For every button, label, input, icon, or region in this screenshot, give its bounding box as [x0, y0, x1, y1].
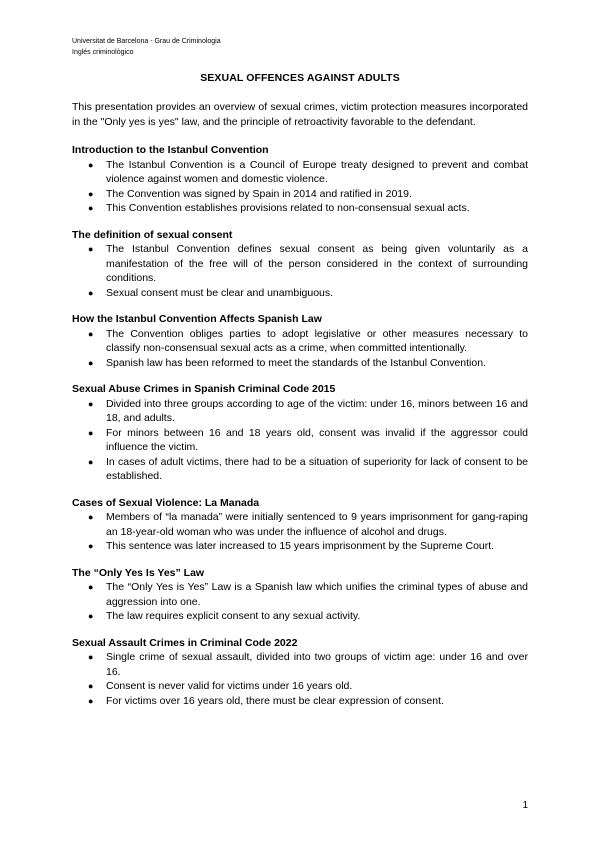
list-item: ● Consent is never valid for victims under 16 years old.	[88, 680, 353, 692]
list-item: ● In cases of adult victims, there had to be a situation of superiority for lack of consent to be established.	[88, 455, 528, 482]
header-line-1: Universitat de Barcelona - Grau de Criminologia	[72, 38, 221, 45]
list-item: ● Single crime of sexual assault, divided into two groups of victim age: under 16 and over 16.	[88, 651, 528, 678]
page-number: 1	[522, 800, 528, 811]
bullet-icon: ●	[88, 398, 94, 409]
bullet-icon: ●	[88, 328, 94, 339]
list-item: ● The Istanbul Convention is a Council of Europe treaty designed to prevent and combat violence against women and domestic violence.	[88, 158, 528, 185]
bullet-icon: ●	[88, 512, 94, 522]
bullet-list	[72, 327, 528, 371]
bullet-list	[72, 242, 528, 300]
list-item: ● Sexual consent must be clear and unambiguous.	[88, 286, 334, 299]
intro-paragraph: This presentation provides an overview of sexual crimes, victim protection measures incorporated in the "Only yes is yes" law, and the principle of retroactivity favorable to the defendant.	[72, 101, 528, 128]
bullet-icon: ●	[88, 456, 94, 467]
list-item: ● Spanish law has been reformed to meet the standards of the Istanbul Convention.	[88, 356, 486, 369]
bullet-icon: ●	[88, 188, 94, 199]
list-item: ● Members of “la manada” were initially sentenced to 9 years imprisonment for gang-raping an 18-year-old woman who was under the influence of alcohol and drugs.	[88, 511, 528, 538]
bullet-icon: ●	[88, 244, 94, 254]
section-heading: The definition of sexual consent	[72, 228, 233, 241]
list-item: ● The law requires explicit consent to any sexual activity.	[88, 610, 361, 622]
document-body	[72, 100, 528, 720]
list-item: ● Divided into three groups according to age of the victim: under 16, minors between 16 and 18, and adults.	[88, 397, 528, 424]
section-only-yes-law	[72, 566, 528, 624]
list-item: ● The Convention was signed by Spain in 2014 and ratified in 2019.	[88, 187, 412, 200]
bullet-icon: ●	[88, 652, 94, 662]
page-header	[72, 36, 221, 58]
list-item: ● The Istanbul Convention defines sexual consent as being given voluntarily as a manifestation of the free will of the person considered in the context of surrounding conditions.	[88, 243, 528, 284]
list-item: ● This Convention establishes provisions related to non-consensual sexual acts.	[88, 202, 470, 214]
bullet-icon: ●	[88, 159, 94, 170]
document-title: SEXUAL OFFENCES AGAINST ADULTS	[200, 72, 400, 84]
bullet-icon: ●	[88, 287, 94, 298]
bullet-list	[72, 650, 528, 708]
bullet-icon: ●	[88, 611, 94, 621]
list-item: ● The “Only Yes is Yes” Law is a Spanish law which unifies the criminal types of abuse and aggression into one.	[88, 581, 528, 608]
section-spanish-law	[72, 312, 528, 370]
bullet-icon: ●	[88, 681, 94, 691]
bullet-list	[72, 580, 528, 624]
section-heading: Sexual Assault Crimes in Criminal Code 2022	[72, 636, 298, 649]
bullet-icon: ●	[88, 541, 94, 551]
bullet-icon: ●	[88, 427, 94, 438]
list-item: ● For victims over 16 years old, there must be clear expression of consent.	[88, 694, 444, 707]
section-heading: How the Istanbul Convention Affects Spanish Law	[72, 313, 322, 325]
section-consent-definition	[72, 228, 528, 301]
bullet-list	[72, 158, 528, 216]
section-heading: Sexual Abuse Crimes in Spanish Criminal Code 2015	[72, 383, 336, 395]
bullet-list	[72, 397, 528, 484]
section-heading: Introduction to the Istanbul Convention	[72, 144, 269, 156]
bullet-icon: ●	[88, 695, 94, 706]
bullet-icon: ●	[88, 582, 94, 592]
section-la-manada	[72, 496, 528, 554]
section-heading: The “Only Yes Is Yes” Law	[72, 566, 205, 579]
bullet-icon: ●	[88, 357, 94, 368]
list-item: ● This sentence was later increased to 15 years imprisonment by the Supreme Court.	[88, 540, 495, 552]
list-item: ● For minors between 16 and 18 years old, consent was invalid if the aggressor could influence the victim.	[88, 426, 528, 453]
header-line-2: Inglés criminològico	[72, 49, 134, 56]
list-item: ● The Convention obliges parties to adopt legislative or other measures necessary to classify non-consensual sexual acts as a crime, when committed intentionally.	[88, 327, 528, 354]
section-code-2022	[72, 636, 528, 709]
section-heading: Cases of Sexual Violence: La Manada	[72, 496, 260, 509]
bullet-icon: ●	[88, 203, 94, 213]
section-code-2015	[72, 382, 528, 484]
bullet-list	[72, 510, 528, 554]
section-istanbul-intro	[72, 143, 528, 216]
